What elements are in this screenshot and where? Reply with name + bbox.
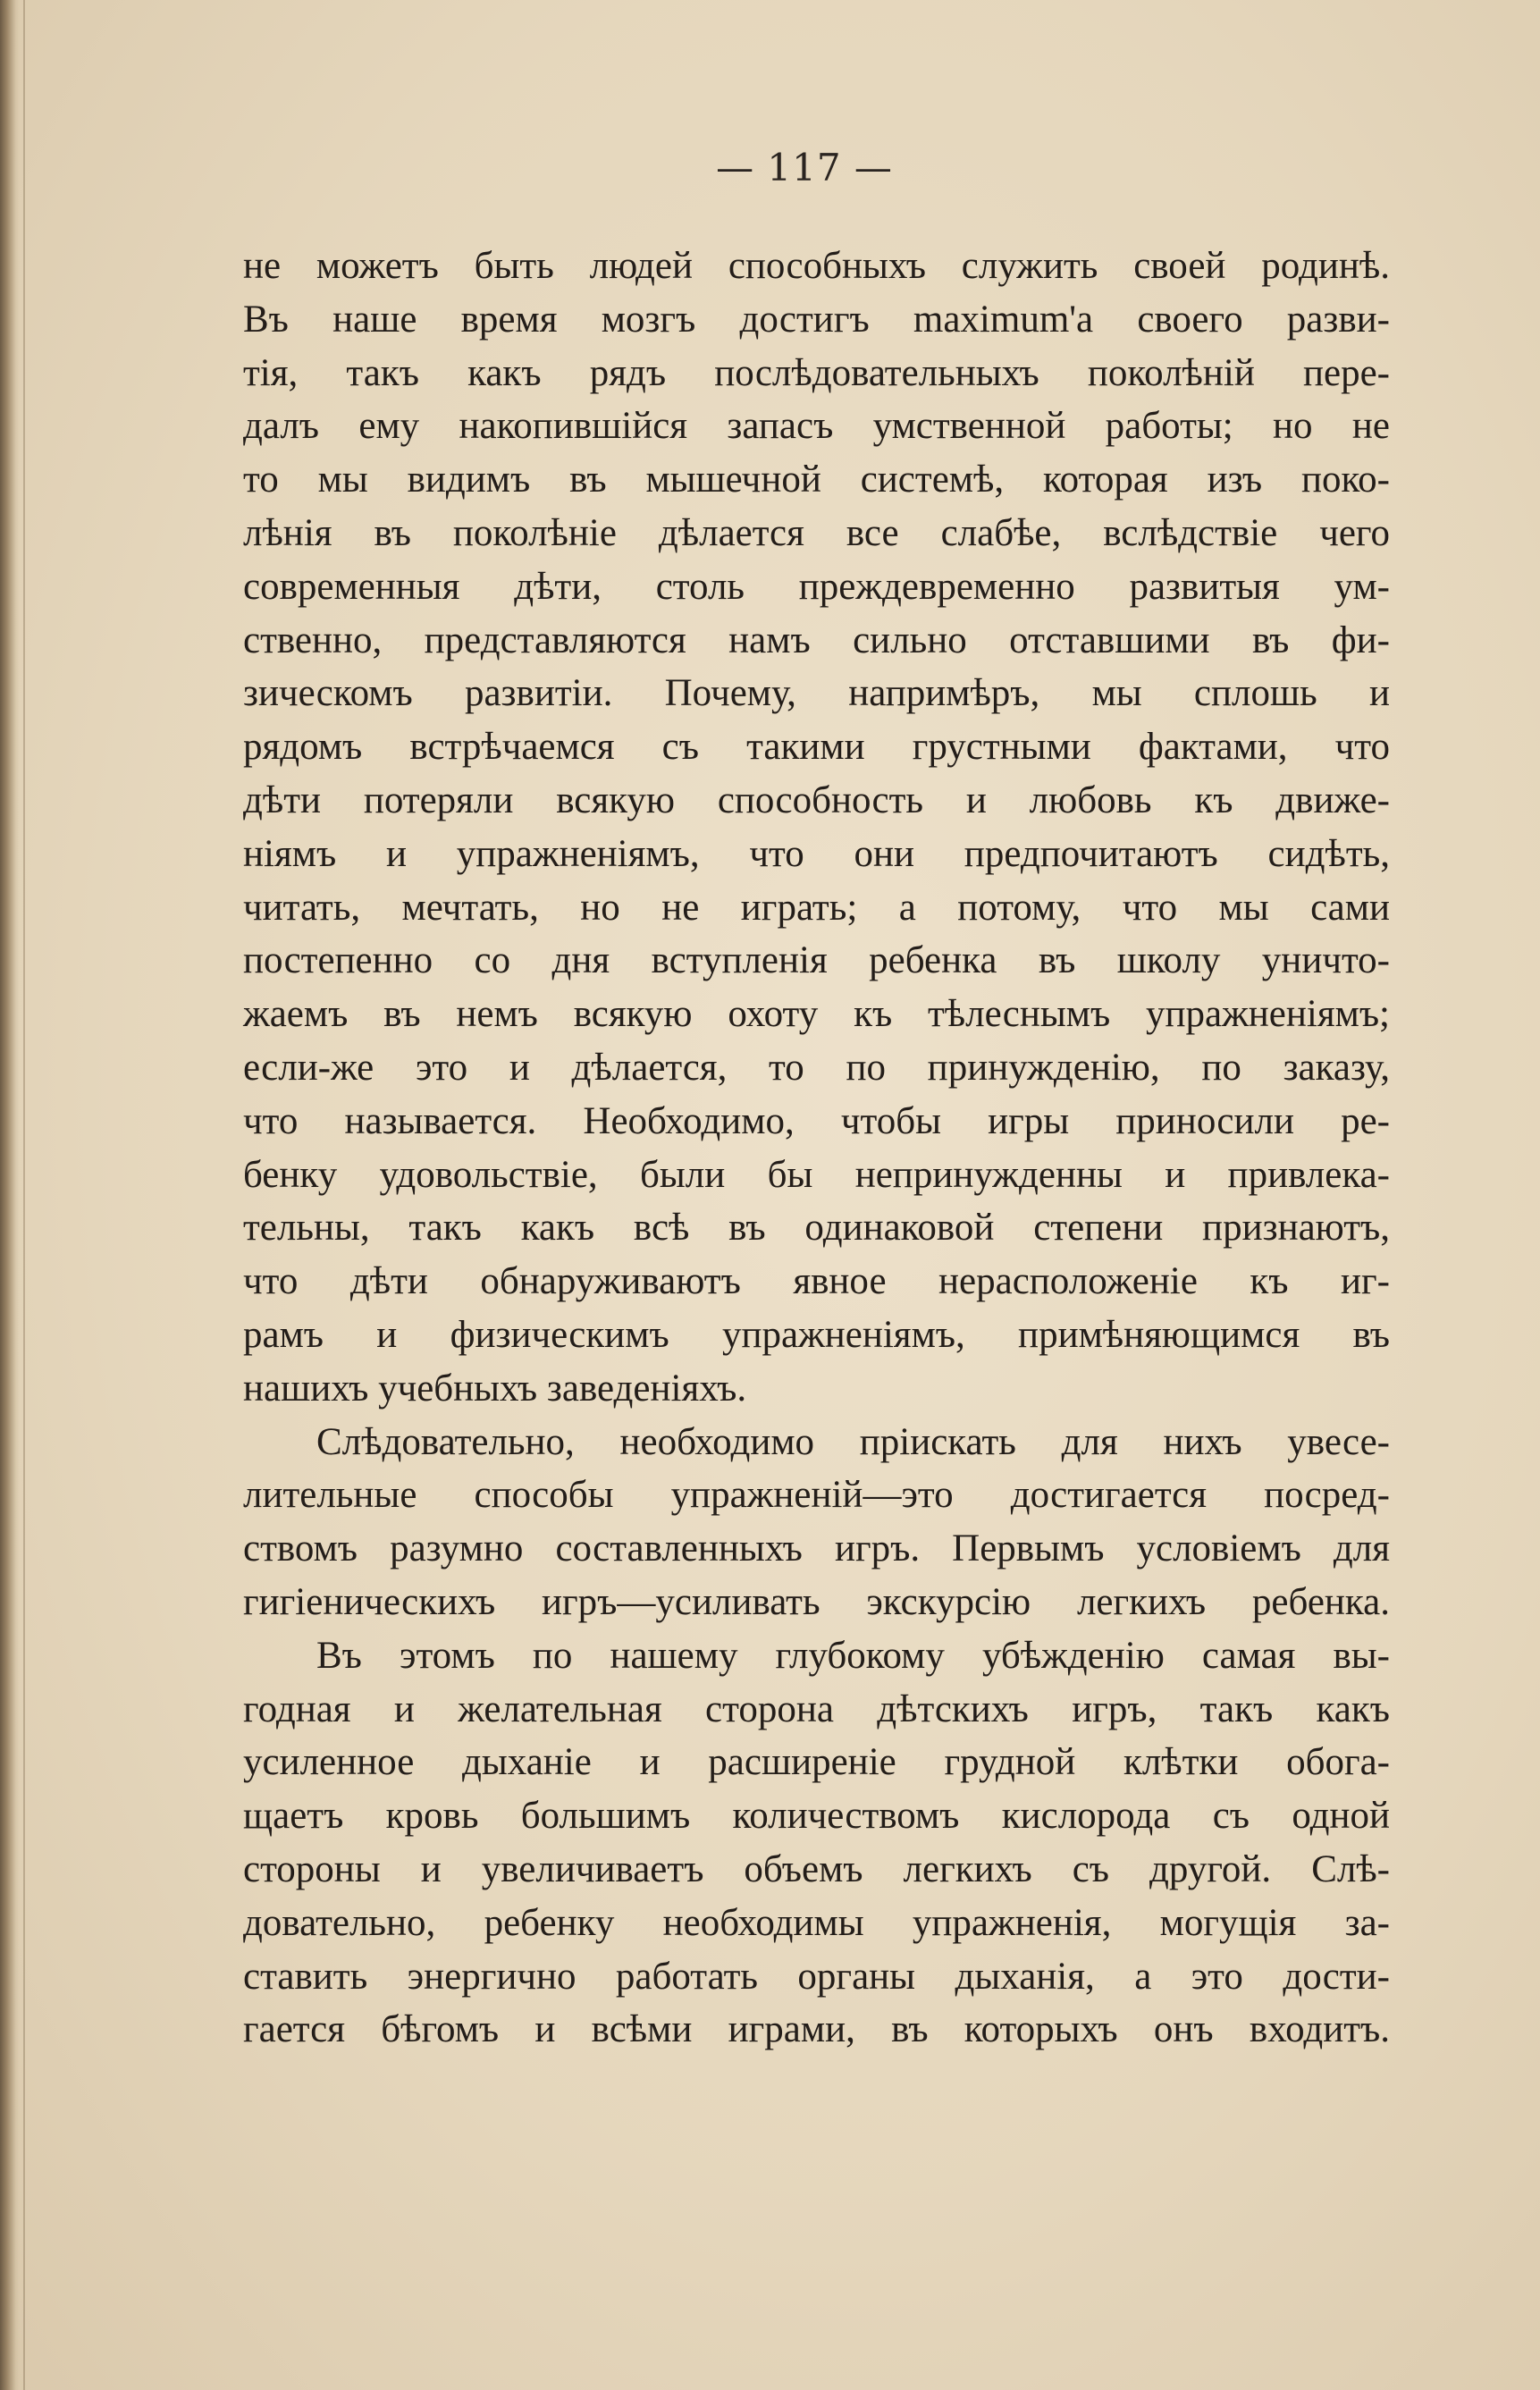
text-line: что дѣти обнаруживаютъ явное нерасположеніе къ иг- xyxy=(243,1260,1390,1303)
text-line: лительные способы упражненій—это достигается посред- xyxy=(243,1474,1390,1517)
text-line: зическомъ развитіи. Почему, напримѣръ, мы сплошь и xyxy=(243,672,1390,715)
binding-edge xyxy=(23,0,25,2390)
text-line: лѣнія въ поколѣніе дѣлается все слабѣе, вслѣдствіе чего xyxy=(243,511,1390,554)
text-line: то мы видимъ въ мышечной системѣ, которая изъ поко- xyxy=(243,459,1390,501)
text-line: гается бѣгомъ и всѣми играми, въ которыхъ онъ входитъ. xyxy=(243,2008,1390,2051)
text-line: Въ этомъ по нашему глубокому убѣжденію самая вы- xyxy=(316,1634,1390,1677)
text-line: тія, такъ какъ рядъ послѣдовательныхъ поколѣній пере- xyxy=(243,351,1390,394)
text-line: Слѣдовательно, необходимо пріискать для нихъ увесе- xyxy=(316,1420,1390,1463)
text-line: ствомъ разумно составленныхъ игръ. Первымъ условіемъ для xyxy=(243,1527,1390,1570)
paragraph xyxy=(243,1629,1390,2057)
text-line: ставить энергично работать органы дыханія, а это дости- xyxy=(243,1955,1390,1998)
text-line: современныя дѣти, столь преждевременно развитыя ум- xyxy=(243,565,1390,608)
text-line: постепенно со дня вступленія ребенка въ школу уничто- xyxy=(243,939,1390,982)
text-line: стороны и увеличиваетъ объемъ легкихъ съ другой. Слѣ- xyxy=(243,1847,1390,1890)
paragraph xyxy=(243,1416,1390,1629)
text-line: жаемъ въ немъ всякую охоту къ тѣлеснымъ упражненіямъ; xyxy=(243,993,1390,1036)
text-line: ственно, представляются намъ сильно отставшими въ фи- xyxy=(243,619,1390,661)
text-line: если-же это и дѣлается, то по принужденію, по заказу, xyxy=(243,1046,1390,1089)
body-text xyxy=(243,240,1390,2057)
text-line: нашихъ учебныхъ заведеніяхъ. xyxy=(243,1367,747,1410)
text-line: рамъ и физическимъ упражненіямъ, примѣняющимся въ xyxy=(243,1313,1390,1356)
text-line: Въ наше время мозгъ достигъ maximum'а своего разви- xyxy=(243,298,1390,341)
text-line: усиленное дыханіе и расширеніе грудной клѣтки обога- xyxy=(243,1741,1390,1784)
paragraph xyxy=(243,240,1390,1416)
text-line: тельны, такъ какъ всѣ въ одинаковой степени признаютъ, xyxy=(243,1207,1390,1250)
text-line: дѣти потеряли всякую способность и любовь къ движе- xyxy=(243,778,1390,821)
text-line: далъ ему накопившійся запасъ умственной работы; но не xyxy=(243,405,1390,448)
binding-shadow xyxy=(0,0,20,2390)
text-line: гигіеническихъ игръ—усиливать экскурсію легкихъ ребенка. xyxy=(243,1580,1390,1623)
text-line: щаетъ кровь большимъ количествомъ кислорода съ одной xyxy=(243,1795,1390,1838)
page-number: — 117 — xyxy=(716,146,893,189)
text-line: бенку удовольствіе, были бы непринужденны и привлека- xyxy=(243,1153,1390,1196)
text-line: читать, мечтать, но не играть; а потому, что мы сами xyxy=(243,886,1390,929)
text-line: что называется. Необходимо, чтобы игры приносили ре- xyxy=(243,1099,1390,1142)
text-line: ніямъ и упражненіямъ, что они предпочитаютъ сидѣть, xyxy=(243,832,1390,875)
text-line: довательно, ребенку необходимы упражненія, могущія за- xyxy=(243,1901,1390,1944)
text-line: годная и желательная сторона дѣтскихъ игръ, такъ какъ xyxy=(243,1687,1390,1730)
text-line: рядомъ встрѣчаемся съ такими грустными фактами, что xyxy=(243,726,1390,769)
text-line: не можетъ быть людей способныхъ служить своей родинѣ. xyxy=(243,245,1390,287)
